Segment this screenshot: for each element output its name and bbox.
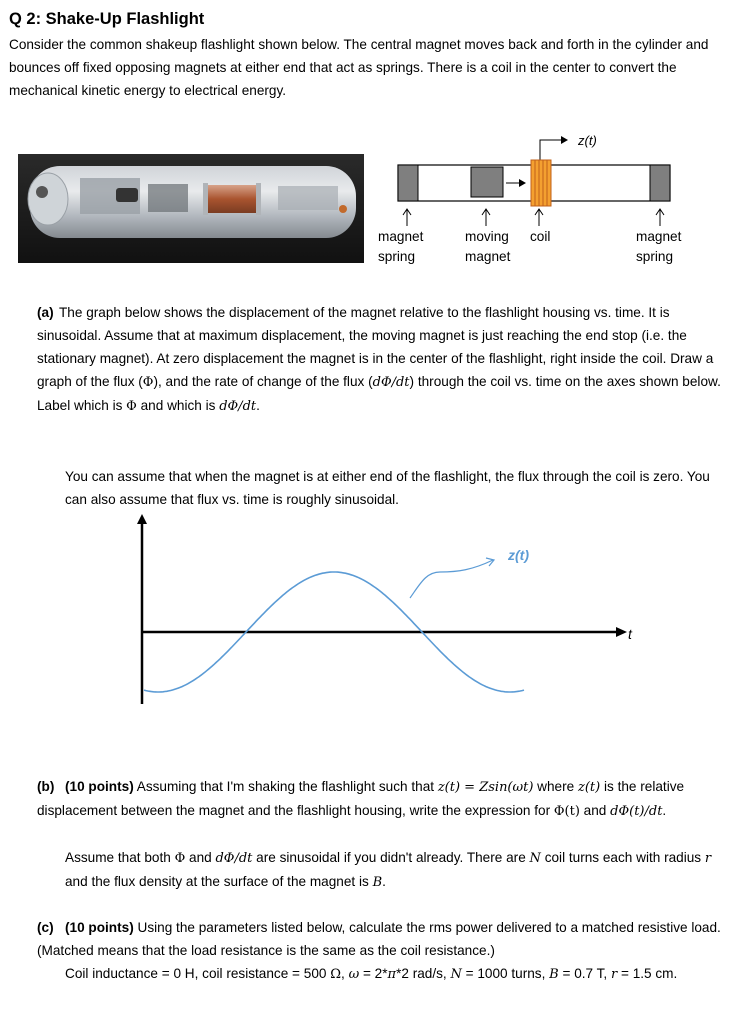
question-title: Q 2: Shake-Up Flashlight	[9, 10, 205, 28]
z-curve-label: z(t)	[508, 547, 529, 563]
label-coil: coil	[530, 229, 551, 244]
label-magnet-moving: magnet	[465, 249, 511, 264]
part-a-text: The graph below shows the displacement of the magnet relative to the flashlight housing vs. time. It is sinusoidal. Assume that at maximum displacement, the moving magnet is just reaching the end stop (i.e. the stationary magnet). At zero displacement the magnet is in the center of the flashlight, right inside the coil. Draw a graph of the flux (Φ), and the rate of change of the flux (dΦ/dt) through the coil vs. time on the axes shown below. Label which is Φ and which is dΦ/dt.	[37, 305, 721, 414]
part-c-params: Coil inductance = 0 H, coil resistance = 500 Ω, ω = 2*π*2 rad/s, N = 1000 turns, B = 0.7 T, r = 1.5 cm.	[65, 966, 678, 982]
z-axis-arrow	[540, 140, 561, 162]
part-a	[37, 301, 727, 418]
part-a-label: (a)	[37, 305, 54, 320]
label-moving: moving	[465, 229, 509, 244]
part-b	[37, 775, 727, 823]
part-b-assumption: Assume that both Φ and dΦ/dt are sinusoidal if you didn't already. There are N coil turns each with radius r and the flux density at the surface of the magnet is B.	[65, 850, 712, 890]
intro-paragraph: Consider the common shakeup flashlight shown below. The central magnet moves back and forth in the cylinder and bounces off fixed opposing magnets at either end that act as springs. There is a coil in the center to convert the mechanical kinetic energy to electrical energy.	[9, 37, 709, 98]
t-label: t	[628, 626, 632, 642]
displacement-graph	[128, 514, 648, 704]
part-b-text: (10 points) Assuming that I'm shaking the flashlight such that z(t) = Zsin(ωt) where z(t) is the relative displacement between the magnet and the flashlight housing, write the expression for Φ(t) and dΦ(t)/dt.	[37, 779, 685, 819]
right-magnet	[650, 165, 670, 201]
moving-magnet	[471, 167, 503, 197]
label-magnet-right: magnet	[636, 229, 682, 244]
part-c-text: (10 points) Using the parameters listed below, calculate the rms power delivered to a matched resistive load. (Matched means that the load resistance is the same as the coil resistance.)	[37, 920, 721, 958]
flashlight-schematic	[376, 130, 726, 270]
flashlight-photo	[18, 154, 364, 263]
part-b-label: (b)	[37, 779, 55, 794]
label-spring-left: spring	[378, 249, 416, 264]
label-magnet-left: magnet	[378, 229, 424, 244]
coil	[531, 160, 551, 206]
label-spring-right: spring	[636, 249, 674, 264]
left-magnet	[398, 165, 418, 201]
z-pointer	[410, 560, 493, 598]
z-label: z(t)	[578, 133, 597, 148]
part-c	[37, 916, 727, 962]
part-c-label: (c)	[37, 920, 54, 935]
part-a-note: You can assume that when the magnet is at either end of the flashlight, the flux through the coil is zero. You can also assume that flux vs. time is roughly sinusoidal.	[65, 469, 710, 507]
